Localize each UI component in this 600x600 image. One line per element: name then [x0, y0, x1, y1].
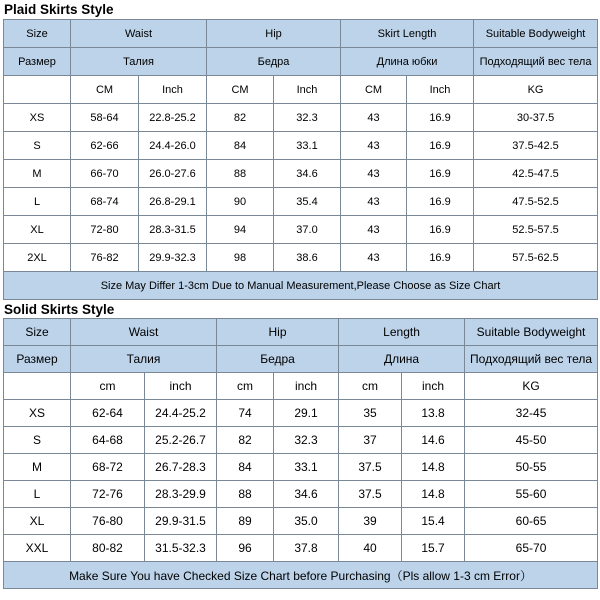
table-cell: 13.8: [402, 400, 465, 427]
table-cell: 16.9: [407, 160, 474, 188]
header-bodyweight-ru: Подходящий вес тела: [474, 48, 598, 76]
unit-cell: Inch: [407, 76, 474, 104]
table-cell: 42.5-47.5: [474, 160, 598, 188]
header-waist-ru: Талия: [71, 48, 207, 76]
table-row: [4, 188, 598, 216]
size-label-cell: XS: [4, 104, 71, 132]
size-label-cell: S: [4, 132, 71, 160]
table-row: [4, 508, 598, 535]
table-cell: 26.0-27.6: [139, 160, 207, 188]
table-row: [4, 160, 598, 188]
table-cell: 68-74: [71, 188, 139, 216]
header-waist: Waist: [71, 319, 217, 346]
table-cell: 80-82: [71, 535, 145, 562]
table-cell: 37.0: [274, 216, 341, 244]
solid-note: Make Sure You have Checked Size Chart before Purchasing（Pls allow 1-3 cm Error）: [4, 562, 598, 589]
header-length-ru: Длина: [339, 346, 465, 373]
plaid-note: Size May Differ 1-3cm Due to Manual Measurement,Please Choose as Size Chart: [4, 272, 598, 300]
table-cell: 43: [341, 132, 407, 160]
unit-cell: KG: [465, 373, 598, 400]
table-cell: 62-64: [71, 400, 145, 427]
units-row: [4, 373, 598, 400]
size-label-cell: XL: [4, 216, 71, 244]
plaid-size-table: [3, 19, 598, 300]
table-cell: 96: [217, 535, 274, 562]
table-cell: 35: [339, 400, 402, 427]
table-cell: 29.1: [274, 400, 339, 427]
table-cell: 82: [217, 427, 274, 454]
table-cell: 37: [339, 427, 402, 454]
table-cell: 35.4: [274, 188, 341, 216]
size-label-cell: XS: [4, 400, 71, 427]
header-waist-ru: Талия: [71, 346, 217, 373]
table-row: [4, 216, 598, 244]
table-cell: 37.5: [339, 454, 402, 481]
table-cell: 84: [207, 132, 274, 160]
table-cell: 68-72: [71, 454, 145, 481]
header-row-ru: [4, 346, 598, 373]
table-cell: 60-65: [465, 508, 598, 535]
unit-cell: cm: [217, 373, 274, 400]
header-waist: Waist: [71, 20, 207, 48]
table-cell: 52.5-57.5: [474, 216, 598, 244]
table-cell: 82: [207, 104, 274, 132]
table-cell: 45-50: [465, 427, 598, 454]
plaid-section-title: Plaid Skirts Style: [4, 2, 114, 17]
table-cell: 94: [207, 216, 274, 244]
table-row: [4, 400, 598, 427]
table-cell: 34.6: [274, 160, 341, 188]
table-cell: 32.3: [274, 104, 341, 132]
table-cell: 90: [207, 188, 274, 216]
size-label-cell: L: [4, 481, 71, 508]
table-cell: 38.6: [274, 244, 341, 272]
units-row: [4, 76, 598, 104]
table-cell: 43: [341, 244, 407, 272]
table-cell: 32-45: [465, 400, 598, 427]
table-cell: 16.9: [407, 216, 474, 244]
table-cell: 72-76: [71, 481, 145, 508]
table-cell: 24.4-26.0: [139, 132, 207, 160]
table-cell: 43: [341, 104, 407, 132]
table-cell: 34.6: [274, 481, 339, 508]
table-row: [4, 244, 598, 272]
table-cell: 30-37.5: [474, 104, 598, 132]
table-cell: 16.9: [407, 188, 474, 216]
unit-cell: inch: [402, 373, 465, 400]
table-cell: 16.9: [407, 104, 474, 132]
table-cell: 24.4-25.2: [145, 400, 217, 427]
table-cell: 15.7: [402, 535, 465, 562]
size-label-cell: 2XL: [4, 244, 71, 272]
size-label-cell: XXL: [4, 535, 71, 562]
units-blank-cell: [4, 76, 71, 104]
table-cell: 43: [341, 160, 407, 188]
header-size: Size: [4, 20, 71, 48]
table-cell: 74: [217, 400, 274, 427]
header-length: Skirt Length: [341, 20, 474, 48]
table-cell: 47.5-52.5: [474, 188, 598, 216]
table-cell: 33.1: [274, 132, 341, 160]
size-label-cell: XL: [4, 508, 71, 535]
table-cell: 29.9-32.3: [139, 244, 207, 272]
header-size-ru: Размер: [4, 48, 71, 76]
header-bodyweight-ru: Подходящий вес тела: [465, 346, 598, 373]
table-row: [4, 535, 598, 562]
table-row: [4, 481, 598, 508]
table-row: [4, 454, 598, 481]
header-length-ru: Длина юбки: [341, 48, 474, 76]
table-cell: 35.0: [274, 508, 339, 535]
table-cell: 39: [339, 508, 402, 535]
table-row: [4, 104, 598, 132]
header-size: Size: [4, 319, 71, 346]
table-cell: 72-80: [71, 216, 139, 244]
header-length: Length: [339, 319, 465, 346]
table-cell: 37.5: [339, 481, 402, 508]
table-cell: 55-60: [465, 481, 598, 508]
table-cell: 26.7-28.3: [145, 454, 217, 481]
header-row-en: [4, 20, 598, 48]
table-cell: 88: [217, 481, 274, 508]
table-cell: 37.8: [274, 535, 339, 562]
table-cell: 22.8-25.2: [139, 104, 207, 132]
table-cell: 76-80: [71, 508, 145, 535]
note-row: [4, 272, 598, 300]
table-cell: 29.9-31.5: [145, 508, 217, 535]
table-cell: 31.5-32.3: [145, 535, 217, 562]
table-cell: 65-70: [465, 535, 598, 562]
unit-cell: inch: [274, 373, 339, 400]
table-cell: 88: [207, 160, 274, 188]
units-blank-cell: [4, 373, 71, 400]
unit-cell: cm: [71, 373, 145, 400]
header-bodyweight: Suitable Bodyweight: [465, 319, 598, 346]
table-cell: 50-55: [465, 454, 598, 481]
table-cell: 98: [207, 244, 274, 272]
unit-cell: CM: [341, 76, 407, 104]
table-cell: 14.6: [402, 427, 465, 454]
table-cell: 57.5-62.5: [474, 244, 598, 272]
unit-cell: CM: [207, 76, 274, 104]
table-cell: 64-68: [71, 427, 145, 454]
size-label-cell: M: [4, 160, 71, 188]
table-cell: 15.4: [402, 508, 465, 535]
header-hip: Hip: [217, 319, 339, 346]
size-label-cell: L: [4, 188, 71, 216]
table-cell: 14.8: [402, 481, 465, 508]
table-cell: 58-64: [71, 104, 139, 132]
table-cell: 66-70: [71, 160, 139, 188]
table-row: [4, 427, 598, 454]
note-row: [4, 562, 598, 589]
table-cell: 37.5-42.5: [474, 132, 598, 160]
unit-cell: CM: [71, 76, 139, 104]
unit-cell: KG: [474, 76, 598, 104]
unit-cell: inch: [145, 373, 217, 400]
table-cell: 84: [217, 454, 274, 481]
table-cell: 43: [341, 216, 407, 244]
header-hip: Hip: [207, 20, 341, 48]
solid-size-table: [3, 318, 598, 589]
table-cell: 28.3-31.5: [139, 216, 207, 244]
table-row: [4, 132, 598, 160]
table-cell: 14.8: [402, 454, 465, 481]
solid-section-title: Solid Skirts Style: [4, 302, 115, 317]
size-label-cell: M: [4, 454, 71, 481]
table-cell: 62-66: [71, 132, 139, 160]
table-cell: 16.9: [407, 244, 474, 272]
table-cell: 25.2-26.7: [145, 427, 217, 454]
unit-cell: Inch: [139, 76, 207, 104]
header-row-en: [4, 319, 598, 346]
header-size-ru: Размер: [4, 346, 71, 373]
table-cell: 33.1: [274, 454, 339, 481]
header-bodyweight: Suitable Bodyweight: [474, 20, 598, 48]
table-cell: 76-82: [71, 244, 139, 272]
header-hip-ru: Бедра: [217, 346, 339, 373]
table-cell: 89: [217, 508, 274, 535]
header-row-ru: [4, 48, 598, 76]
header-hip-ru: Бедра: [207, 48, 341, 76]
table-cell: 32.3: [274, 427, 339, 454]
table-cell: 43: [341, 188, 407, 216]
table-cell: 28.3-29.9: [145, 481, 217, 508]
table-cell: 26.8-29.1: [139, 188, 207, 216]
table-cell: 40: [339, 535, 402, 562]
unit-cell: cm: [339, 373, 402, 400]
size-label-cell: S: [4, 427, 71, 454]
unit-cell: Inch: [274, 76, 341, 104]
table-cell: 16.9: [407, 132, 474, 160]
